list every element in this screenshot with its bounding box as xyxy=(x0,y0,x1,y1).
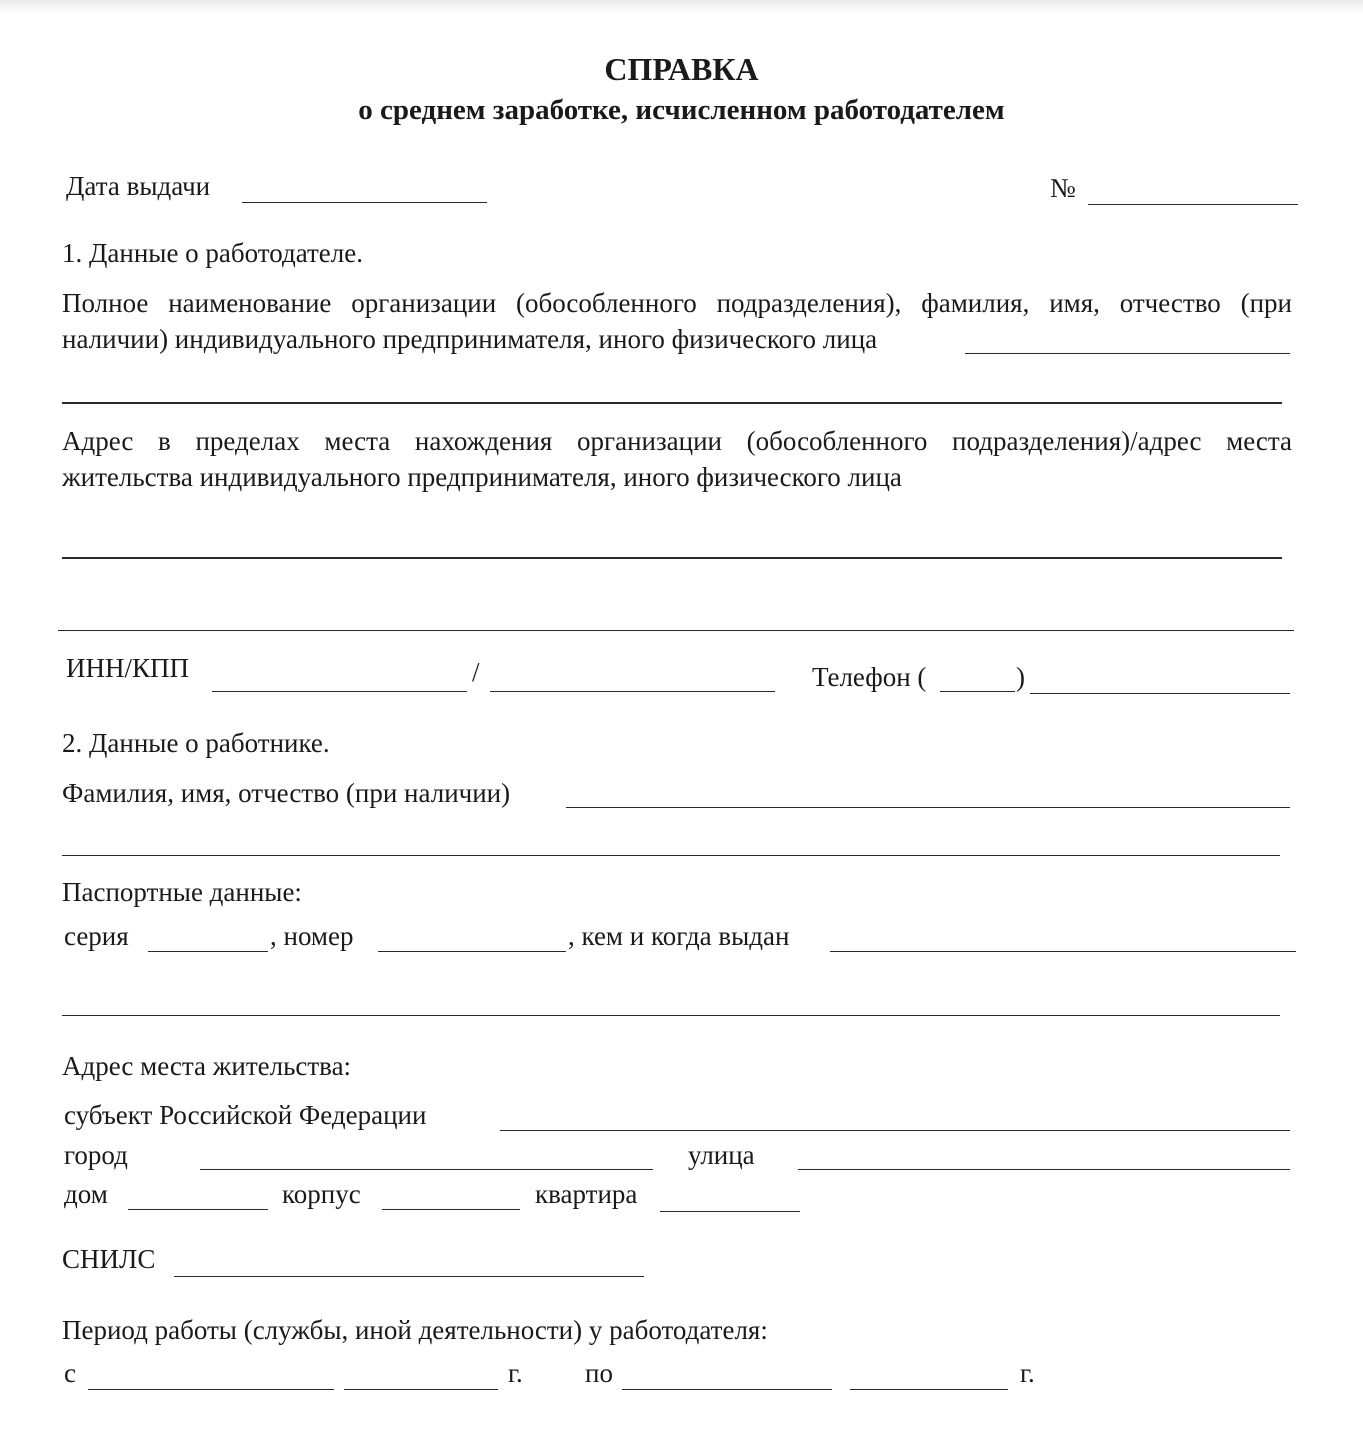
passport-issued-label: , кем и когда выдан xyxy=(568,921,790,951)
address-field-line1[interactable] xyxy=(62,557,1282,559)
passport-number-field[interactable] xyxy=(378,951,566,952)
period-to-label: по xyxy=(585,1358,613,1388)
period-to-date-field[interactable] xyxy=(622,1389,832,1390)
number-field[interactable] xyxy=(1088,204,1298,205)
passport-issued-field-continued[interactable] xyxy=(62,1015,1280,1016)
period-from-year-suffix: г. xyxy=(508,1358,523,1388)
phone-area-code-field[interactable] xyxy=(940,691,1015,692)
residence-label: Адрес места жительства: xyxy=(62,1051,352,1081)
subject-label: субъект Российской Федерации xyxy=(64,1100,427,1130)
passport-number-label: , номер xyxy=(270,921,354,951)
number-label: № xyxy=(1050,173,1076,203)
period-from-year-field[interactable] xyxy=(344,1389,498,1390)
subject-field[interactable] xyxy=(500,1130,1290,1131)
street-label: улица xyxy=(688,1140,755,1170)
address-field-line2[interactable] xyxy=(58,630,1294,631)
apartment-label: квартира xyxy=(535,1179,638,1209)
fio-field[interactable] xyxy=(566,807,1290,808)
city-field[interactable] xyxy=(200,1169,653,1170)
passport-series-label: серия xyxy=(64,921,129,951)
section1-title: 1. Данные о работодателе. xyxy=(62,238,363,268)
passport-series-field[interactable] xyxy=(148,951,268,952)
apartment-field[interactable] xyxy=(660,1211,800,1212)
period-from-date-field[interactable] xyxy=(88,1389,334,1390)
passport-label: Паспортные данные: xyxy=(62,877,302,907)
passport-issued-field[interactable] xyxy=(830,951,1296,952)
building-label: корпус xyxy=(282,1179,361,1209)
fio-field-continued[interactable] xyxy=(62,855,1280,856)
section2-title: 2. Данные о работнике. xyxy=(62,728,330,758)
org-name-label-line2: наличии) индивидуального предпринимателя, иного физического лица xyxy=(62,324,878,354)
issue-date-field[interactable] xyxy=(242,202,487,203)
house-field[interactable] xyxy=(128,1209,268,1210)
org-name-field-continued[interactable] xyxy=(62,402,1282,404)
inn-kpp-label: ИНН/КПП xyxy=(66,653,190,683)
work-period-label: Период работы (службы, иной деятельности) у работодателя: xyxy=(62,1315,768,1345)
city-label: город xyxy=(64,1140,128,1170)
phone-close-paren: ) xyxy=(1016,662,1025,692)
org-name-field[interactable] xyxy=(965,353,1290,354)
viewer-top-shadow xyxy=(0,0,1363,14)
building-field[interactable] xyxy=(382,1209,520,1210)
house-label: дом xyxy=(64,1179,108,1209)
fio-label: Фамилия, имя, отчество (при наличии) xyxy=(62,778,511,808)
inn-kpp-separator: / xyxy=(472,657,480,687)
kpp-field[interactable] xyxy=(490,691,775,692)
snils-field[interactable] xyxy=(174,1276,644,1277)
snils-label: СНИЛС xyxy=(62,1244,156,1274)
address-label-line1: Адрес в пределах места нахождения организации (обособленного подразделения)/адрес места xyxy=(62,426,1292,456)
phone-number-field[interactable] xyxy=(1030,693,1290,694)
org-name-label-line1: Полное наименование организации (обособленного подразделения), фамилия, имя, отчество (при xyxy=(62,288,1292,318)
period-to-year-field[interactable] xyxy=(850,1389,1008,1390)
document-title: СПРАВКА xyxy=(604,51,759,87)
inn-field[interactable] xyxy=(212,691,467,692)
issue-date-label: Дата выдачи xyxy=(66,171,211,201)
phone-label: Телефон ( xyxy=(812,662,927,692)
period-from-label: с xyxy=(64,1358,76,1388)
period-to-year-suffix: г. xyxy=(1020,1358,1035,1388)
document-subtitle: о среднем заработке, исчисленном работодателем xyxy=(358,94,1005,126)
address-label-line2: жительства индивидуального предпринимателя, иного физического лица xyxy=(62,462,902,492)
street-field[interactable] xyxy=(798,1169,1290,1170)
